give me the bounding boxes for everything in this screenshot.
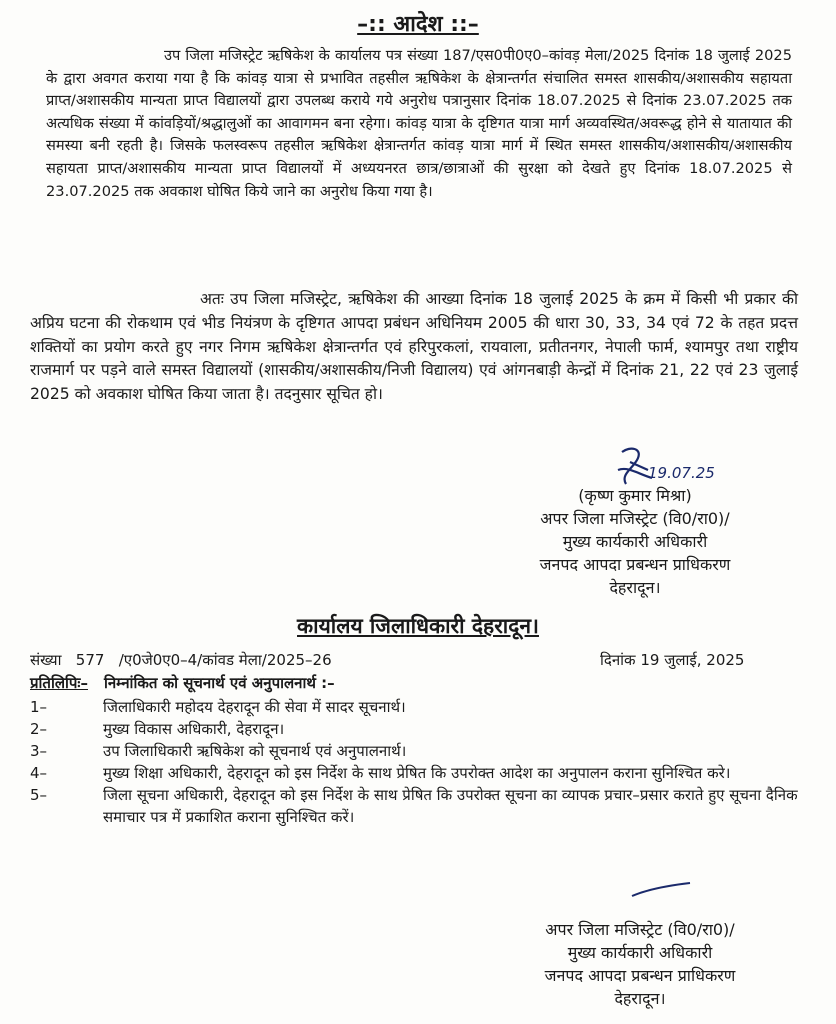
list-item: 1– जिलाधिकारी महोदय देहरादून की सेवा में सादर सूचनार्थ। xyxy=(30,698,406,716)
signature-stroke xyxy=(628,880,698,900)
signatory-designation: अपर जिला मजिस्ट्रेट (वि0/रा0)/ xyxy=(540,509,730,528)
signatory-authority: जनपद आपदा प्रबन्धन प्राधिकरण xyxy=(539,555,731,574)
reference-date: दिनांक 19 जुलाई, 2025 xyxy=(600,651,745,669)
list-item: 3– उप जिलाधिकारी ऋषिकेश को सूचनार्थ एवं अनुपालनार्थ। xyxy=(30,742,407,760)
signatory-designation: अपर जिला मजिस्ट्रेट (वि0/रा0)/ xyxy=(545,920,735,939)
signature-date: 19.07.25 xyxy=(648,464,715,482)
paragraph-request: उप जिला मजिस्ट्रेट ऋषिकेश के कार्यालय पत्र संख्या 187/एस0पी0ए0–कांवड़ मेला/2025 दिनांक 18 जुलाई 2025 के द्वारा अवगत कराया गया है कि कांवड़ यात्रा से प्रभावित तहसील ऋषिकेश के क्षेत्रान्तर्गत संचालित समस्त शासकीय/अशासकीय सहायता प्राप्त/अशासकीय मान्यता प्राप्त विद्यालयों द्वारा उपलब्ध कराये गये अनुरोध पत्रानुसार दिनांक 18.07.2025 से दिनांक 23.07.2025 तक अत्यधिक संख्या में कांवड़ियों/श्रद्धालुओं का आवागमन बना रहेगा। कांवड़ यात्रा के दृष्टिगत यात्रा मार्ग अव्यवस्थित/अवरूद्ध होने से यातायात की समस्या बनी रहती है। जिसके फलस्वरूप तहसील ऋषिकेश क्षेत्रान्तर्गत कांवड़ यात्रा मार्ग में स्थित समस्त शासकीय/अशासकीय/अशासकीय सहायता प्राप्त/अशासकीय मान्यता प्राप्त विद्यालयों में अध्ययनरत छात्र/छात्राओं की सुरक्षा को देखते हुए दिनांक 18.07.2025 से 23.07.2025 तक अवकाश घोषित किये जाने का अनुरोध किया गया है। xyxy=(46,47,792,200)
order-title: –:: आदेश ::– xyxy=(357,12,479,37)
copy-to-text: निम्नांकित को सूचनार्थ एवं अनुपालनार्थ :– xyxy=(103,674,335,692)
copy-to-label: प्रतिलिपिः– xyxy=(30,674,88,692)
copy-to-line xyxy=(30,673,335,693)
recipient-list xyxy=(30,696,800,828)
signatory-place: देहरादून। xyxy=(614,989,666,1008)
paragraph-order: अतः उप जिला मजिस्ट्रेट, ऋषिकेश की आख्या दिनांक 18 जुलाई 2025 के क्रम में किसी भी प्रकार की अप्रिय घटना की रोकथाम एवं भीड नियंत्रण के दृष्टिगत आपदा प्रबंधन अधिनियम 2005 की धारा 30, 33, 34 एवं 72 के तहत प्रदत्त शक्तियों का प्रयोग करते हुए नगर निगम ऋषिकेश क्षेत्रान्तर्गत एवं हरिपुरकलां, रायवाला, प्रतीतनगर, नेपाली फार्म, श्यामपुर तथा राष्ट्रीय राजमार्ग पर पड़ने वाले समस्त विद्यालयों (शासकीय/अशासकीय/निजी विद्यालय) एवं आंगनबाड़ी केन्द्रों में दिनांक 21, 22 एवं 23 जुलाई 2025 को अवकाश घोषित किया जाता है। तदनुसार सूचित हो। xyxy=(30,290,798,404)
reference-number: संख्या 577 /ए0जे0ए0–4/कांवड मेला/2025–26 xyxy=(30,651,332,669)
signatory-name: (कृष्ण कुमार मिश्रा) xyxy=(578,486,692,505)
list-item: 5– जिला सूचना अधिकारी, देहरादून को इस निर्देश के साथ प्रेषित कि उपरोक्त सूचना का व्यापक प्रचार–प्रसार कराते हुए सूचना दैनिक समाचार पत्र में प्रकाशित कराना सुनिश्चित करें। xyxy=(30,786,798,826)
signatory-place: देहरादून। xyxy=(609,578,661,597)
signatory-role: मुख्य कार्यकारी अधिकारी xyxy=(562,532,708,551)
list-item: 2– मुख्य विकास अधिकारी, देहरादून। xyxy=(30,720,285,738)
signature-block-1 xyxy=(485,484,785,599)
signatory-authority: जनपद आपदा प्रबन्धन प्राधिकरण xyxy=(544,966,736,985)
signatory-role: मुख्य कार्यकारी अधिकारी xyxy=(567,943,713,962)
list-item: 4– मुख्य शिक्षा अधिकारी, देहरादून को इस निर्देश के साथ प्रेषित कि उपरोक्त आदेश का अनुपालन कराना सुनिश्चित करे। xyxy=(30,764,731,782)
office-heading: कार्यालय जिलाधिकारी देहरादून। xyxy=(297,614,539,638)
signature-block-2 xyxy=(490,918,790,1010)
